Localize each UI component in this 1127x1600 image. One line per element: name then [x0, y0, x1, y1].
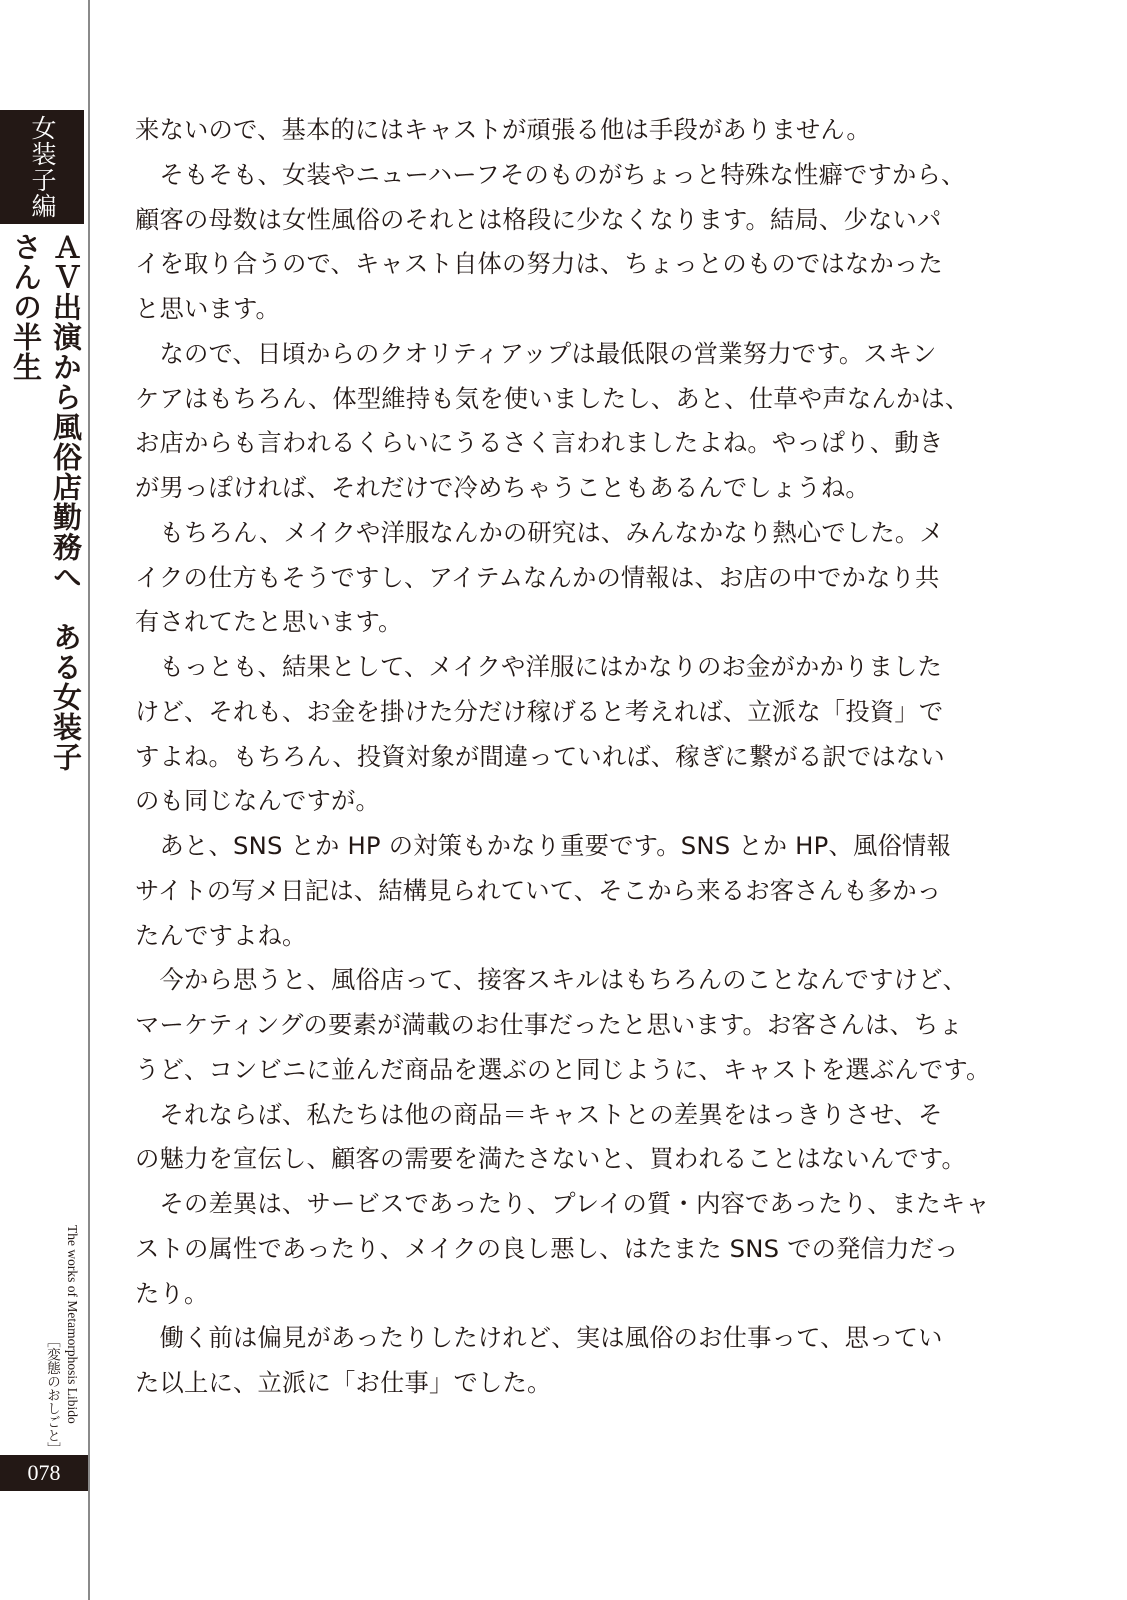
text-line: 来ないので、基本的にはキャストが頑張る他は手段がありません。 — [135, 115, 871, 144]
text-line: イクの仕方もそうですし、アイテムなんかの情報は、お店の中でかなり共 — [135, 562, 940, 592]
text-line: 有されてたと思います。 — [135, 607, 403, 637]
text-line: マーケティングの要素が満載のお仕事だったと思います。お客さんは、ちょ — [135, 1010, 964, 1039]
series-subtitle: ［変態のおしごと］ — [45, 1333, 60, 1455]
section-tab: 女装子編 — [0, 110, 84, 224]
text-line: そもそも、女装やニューハーフそのものがちょっと特殊な性癖ですから、 — [135, 159, 966, 189]
text-line: すよね。もちろん、投資対象が間違っていれば、稼ぎに繋がる訳ではない — [135, 741, 945, 771]
text-line: ケアはもちろん、体型維持も気を使いましたし、あと、仕草や声なんかは、 — [135, 383, 970, 413]
text-line: 顧客の母数は女性風俗のそれとは格段に少なくなります。結局、少ないパ — [135, 204, 942, 234]
text-line: あと、SNS とか HP の対策もかなり重要です。SNS とか HP、風俗情報 — [135, 831, 951, 860]
text-line: お店からも言われるくらいにうるさく言われましたよね。やっぱり、動き — [135, 428, 944, 458]
text-line: のも同じなんですが。 — [135, 786, 380, 816]
chapter-title: ＡＶ出演から風俗店勤務へ ある女装子さんの半生 — [9, 232, 83, 772]
margin-rule — [88, 0, 90, 1600]
text-line: その差異は、サービスであったり、プレイの質・内容であったり、またキャ — [135, 1189, 990, 1218]
text-line: もっとも、結果として、メイクや洋服にはかなりのお金がかかりました — [135, 652, 942, 681]
text-line: が男っぽければ、それだけで冷めちゃうこともあるんでしょうね。 — [135, 473, 870, 502]
text-line: と思います。 — [135, 294, 281, 323]
text-line: 今から思うと、風俗店って、接客スキルはもちろんのことなんですけど、 — [135, 965, 968, 995]
text-line: もちろん、メイクや洋服なんかの研究は、みんなかなり熱心でした。メ — [135, 517, 944, 547]
text-line: ストの属性であったり、メイクの良し悪し、はたまた SNS での発信力だっ — [135, 1233, 959, 1263]
text-line: 働く前は偏見があったりしたけれど、実は風俗のお仕事って、思ってい — [135, 1323, 943, 1353]
text-line: なので、日頃からのクオリティアップは最低限の営業努力です。スキン — [135, 338, 937, 368]
text-line: たり。 — [135, 1278, 209, 1308]
text-line: うど、コンビニに並んだ商品を選ぶのと同じように、キャストを選ぶんです。 — [135, 1054, 991, 1084]
text-line: たんですよね。 — [135, 920, 307, 950]
text-line: の魅力を宣伝し、顧客の需要を満たさないと、買われることはないんです。 — [135, 1144, 966, 1174]
text-line: けど、それも、お金を掛けた分だけ稼げると考えれば、立派な「投資」で — [135, 696, 944, 726]
text-line: それならば、私たちは他の商品＝キャストとの差異をはっきりさせ、そ — [135, 1099, 943, 1129]
series-title-block — [38, 1225, 82, 1455]
body-text — [135, 108, 1015, 1406]
series-title: The works of Metamorphosis Libido — [65, 1225, 80, 1424]
text-line: た以上に、立派に「お仕事」でした。 — [135, 1368, 552, 1397]
text-line: サイトの写メ日記は、結構見られていて、そこから来るお客さんも多かっ — [135, 875, 942, 905]
text-line: イを取り合うので、キャスト自体の努力は、ちょっとのものではなかった — [135, 249, 943, 279]
page-number: 078 — [0, 1455, 88, 1491]
